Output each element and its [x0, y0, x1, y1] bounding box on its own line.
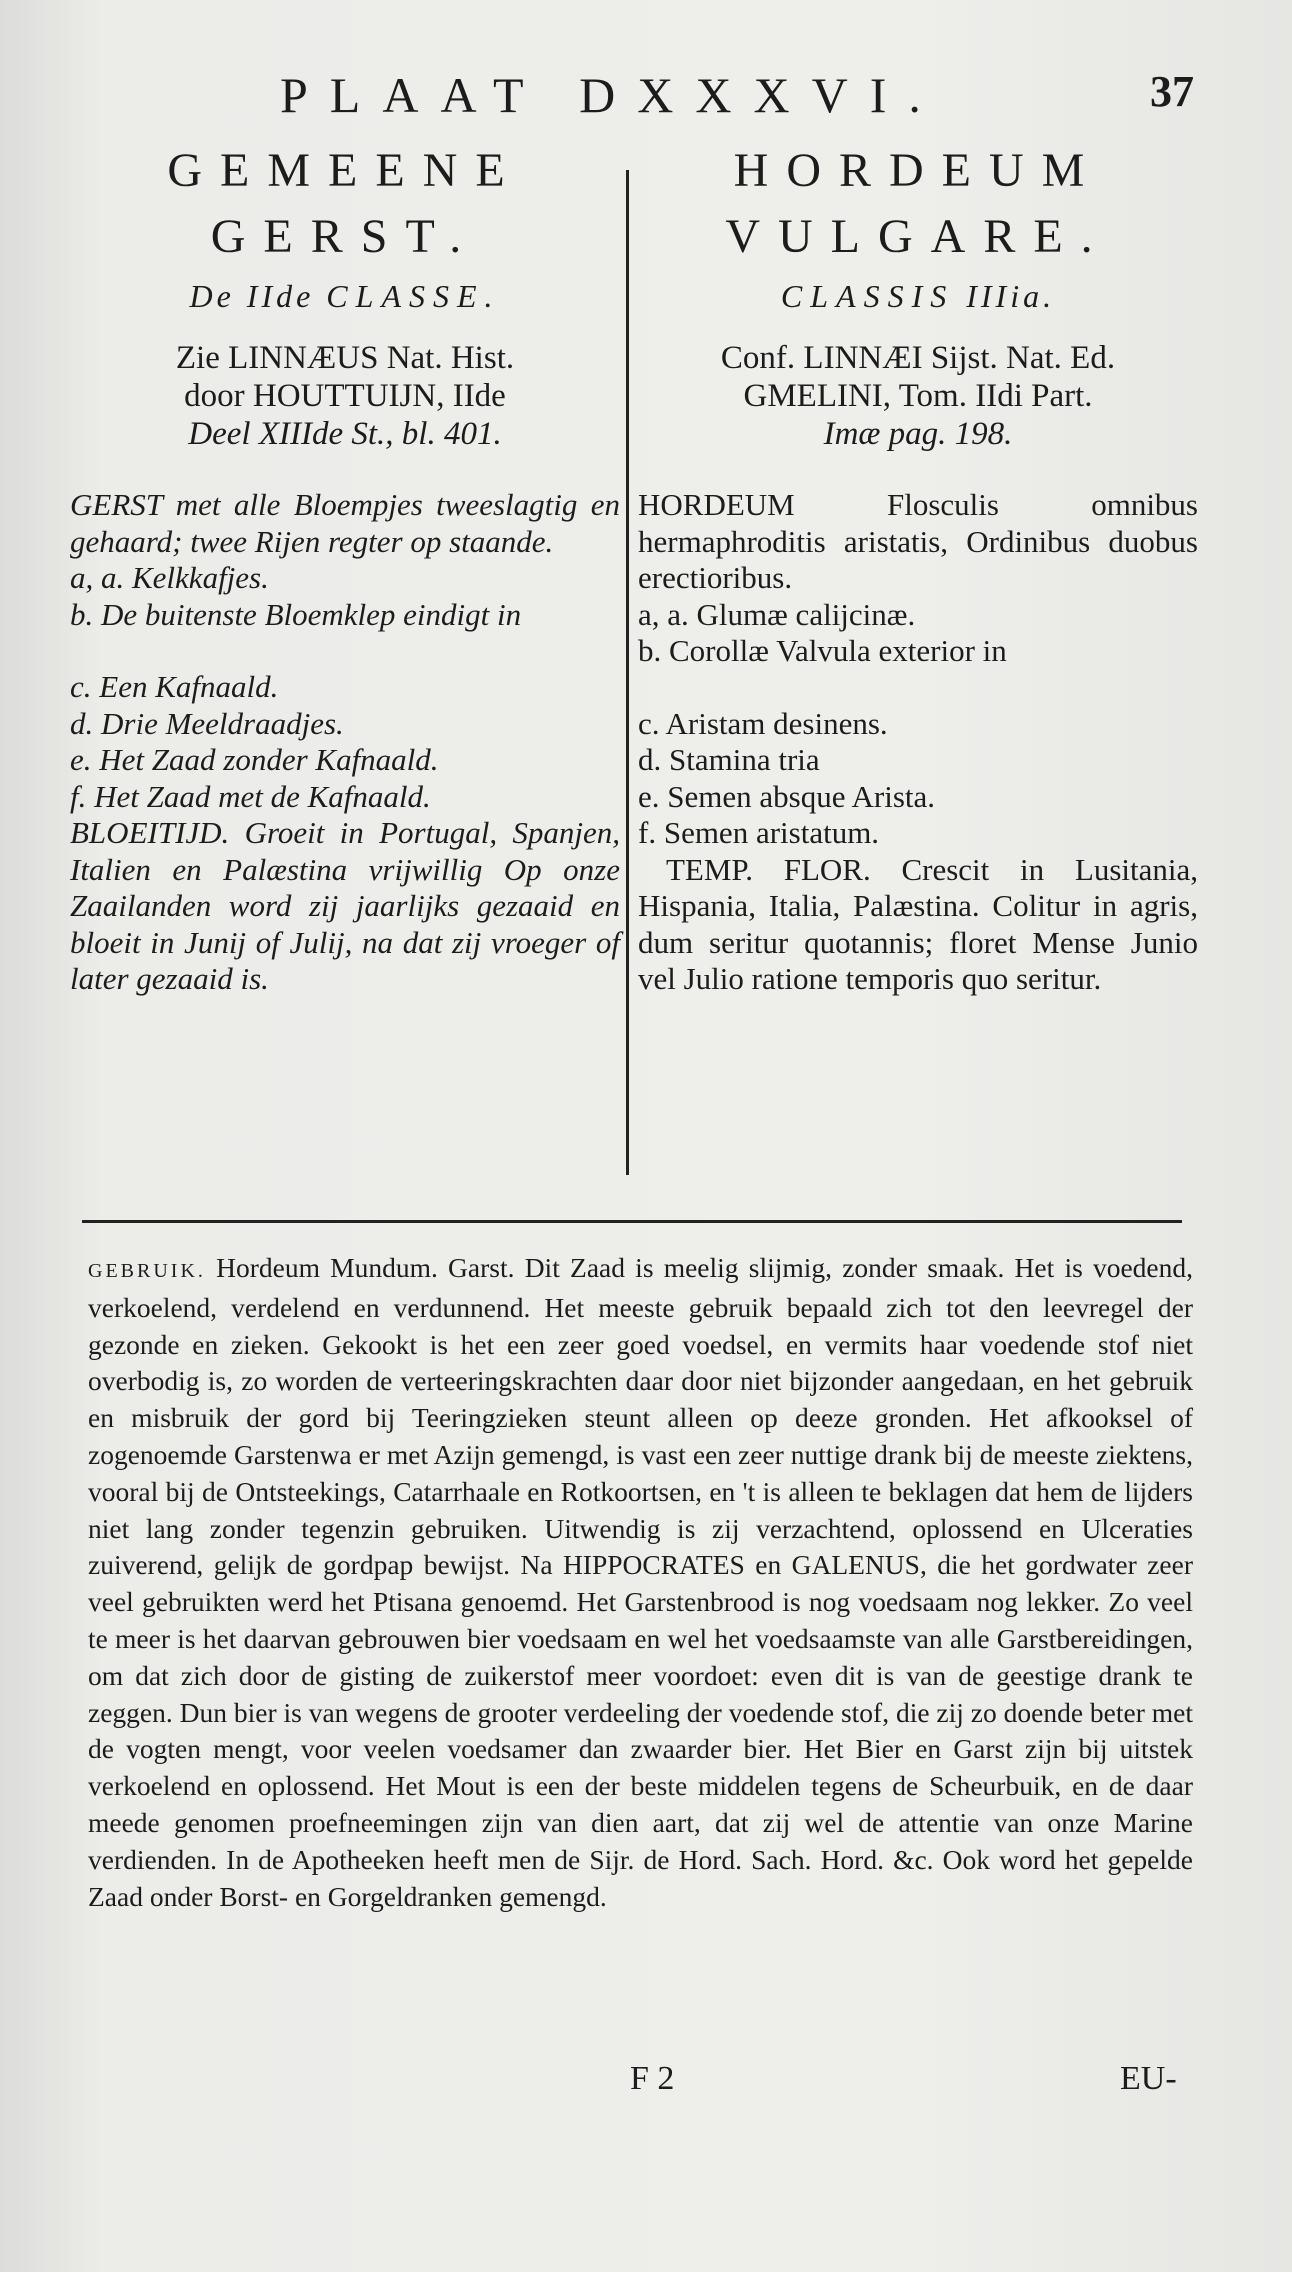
catchword: EU- [1120, 2060, 1177, 2097]
dutch-column [70, 138, 620, 998]
latin-ref-line: GMELINI, Tom. IIdi Part. [743, 378, 1093, 414]
latin-item: c. Aristam desinens. [638, 705, 888, 741]
latin-classis [638, 278, 1198, 315]
dutch-classe [70, 278, 620, 315]
page-number: 37 [1150, 67, 1194, 116]
latin-title-line2: VULGARE. [725, 210, 1111, 263]
latin-column [638, 138, 1198, 998]
dutch-classe-prefix: De IIde [189, 278, 315, 314]
dutch-bloeitijd: BLOEITIJD. Groeit in Portugal, Spanjen, Italien en Palæstina vrijwillig Op onze Zaailanden word zij jaarlijks gezaaid en bloeit in Junij of Julij, na dat zij vroeger of later gezaaid is. [70, 815, 620, 996]
dutch-item: a, a. Kelkkafjes. [70, 560, 269, 595]
dutch-item: c. Een Kafnaald. [70, 669, 279, 704]
dutch-ref-line: Zie LINNÆUS Nat. Hist. [175, 340, 515, 376]
latin-reference [638, 339, 1198, 453]
latin-item: f. Semen aristatum. [638, 815, 880, 850]
latin-intro: HORDEUM Flosculis omnibus hermaphroditis aristatis, Ordinibus duobus erectioribus. [638, 487, 1198, 595]
latin-classis-suffix: IIIia. [966, 278, 1056, 314]
section-rule [82, 1220, 1182, 1223]
running-header [0, 60, 1292, 130]
signature-mark: F 2 [630, 2060, 675, 2097]
latin-temp-flor: TEMP. FLOR. Crescit in Lusitania, Hispania, Italia, Palæstina. Colitur in agris, dum seritur quotannis; floret Mense Junio vel Julio ratione temporis quo seritur. [638, 851, 1198, 996]
dutch-ref-line: door HOUTTUIJN, IIde [184, 378, 506, 414]
dutch-item: b. De buitenste Bloemklep eindigt in [70, 596, 522, 632]
latin-item: d. Stamina tria [638, 742, 820, 777]
dutch-item: d. Drie Meeldraadjes. [70, 705, 344, 741]
dutch-item: f. Het Zaad met de Kafnaald. [70, 778, 431, 814]
latin-description [638, 487, 1198, 998]
column-divider [626, 170, 629, 1175]
latin-item: a, a. Glumæ calijcinæ. [638, 596, 916, 632]
dutch-intro: GERST met alle Bloempjes tweeslagtig en gehaard; twee Rijen regter op staande. [70, 487, 620, 559]
gebruik-text: Hordeum Mundum. Garst. Dit Zaad is meelig slijmig, zonder smaak. Het is voedend, verkoelend, verdelend en verdunnend. Het meeste gebruik bepaald zich tot den leevregel der gezonde en zieken. Gekookt is het een zeer goed voedsel, en vermits haar voedende stof niet overbodig is, zo worden de verteeringskrachten daar door niet bijzonder aangedaan, en het gebruik en misbruik der gord bij Teeringzieken steunt alleen op deeze gronden. Het afkooksel of zogenoemde Garstenwa er met Azijn gemengd, is vast een zeer nuttige drank bij de meeste ziektens, vooral bij de Ontsteekings, Catarrhaale en Rotkoortsen, en 't is alleen te beklagen dat hem de lijders niet lang zonder tegenzin gebruiken. Uitwendig is zij verzachtend, oplossend en Ulceraties zuiverend, gelijk de gordpap bewijst. Na HIPPOCRATES en GALENUS, die het gordwater zeer veel gebruikten werd het Ptisana genoemd. Het Garstenbrood is nog voedsaam nog lekker. Zo veel te meer is het daarvan gebrouwen bier voedsaam en wel het voedsaamste van alle Garstbereidingen, om dat zich door de gisting de zuikerstof meer voordoet: even dit is van de geestige drank te zeggen. Dun bier is van wegens de grooter verdeeling der voedende stof, die zij zo doende beter met de vogten mengt, voor veelen voedsamer dan zwaarder bier. Het Bier en Garst zijn bij uitstek verkoelend en oplossend. Het Mout is een der beste middelen tegens de Scheurbuik, en de daar meede genomen proefneemingen zijn van dien aart, dat zij wel de attentie van onze Marine verdienden. In de Apotheeken heeft men de Sijr. de Hord. Sach. Hord. &c. Ook word het gepelde Zaad onder Borst- en Gorgeldranken gemengd. [88, 1252, 1194, 1912]
latin-classis-word: CLASSIS [780, 278, 955, 314]
latin-ref-line: Conf. LINNÆI Sijst. Nat. Ed. [720, 340, 1116, 376]
dutch-classe-word: CLASSE. [326, 278, 501, 314]
latin-item: b. Corollæ Valvula exterior in [638, 633, 1007, 668]
dutch-reference [70, 339, 620, 453]
page-footer [0, 2060, 1292, 2120]
dutch-item: e. Het Zaad zonder Kafnaald. [70, 742, 439, 777]
latin-item: e. Semen absque Arista. [638, 778, 936, 814]
gebruik-lead: GEBRUIK. [88, 1260, 206, 1282]
dutch-description [70, 487, 620, 998]
plate-title: PLAAT DXXXVI. [280, 67, 943, 123]
gebruik-paragraph [88, 1250, 1193, 1915]
latin-ref-line: Imæ pag. 198. [823, 416, 1013, 452]
latin-title-line1: HORDEUM [733, 144, 1103, 197]
dutch-ref-line: Deel XIIIde St., bl. 401. [188, 416, 502, 452]
dutch-title-line2: GERST. [210, 210, 480, 263]
dutch-title-line1: GEMEENE [167, 144, 523, 197]
